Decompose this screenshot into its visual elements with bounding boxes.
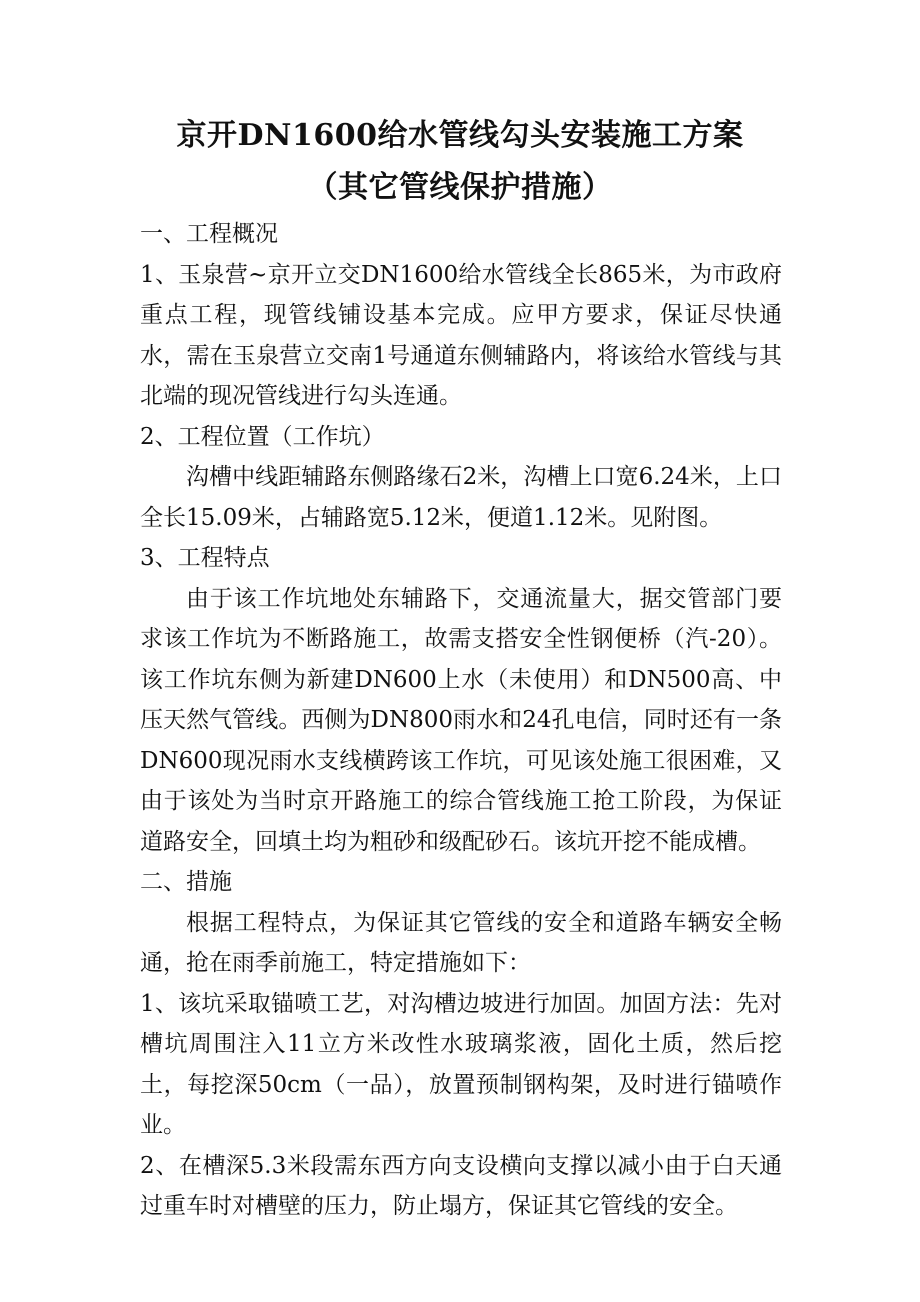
subheading-location: 2、工程位置（工作坑） (140, 423, 385, 450)
section-heading-overview: 一、工程概况 (140, 221, 278, 247)
document-body (140, 214, 782, 1227)
paragraph-features: 由于该工作坑地处东辅路下，交通流量大，据交管部门要求该工作坑为不断路施工，故需支搭安全性钢便桥（汽-20）。该工作坑东侧为新建DN600上水（未使用）和DN500高、中压天然气管线。西侧为DN800雨水和24孔电信，同时还有一条DN600现况雨水支线横跨该工作坑，可见该处施工很困难，又由于该处为当时京开路施工的综合管线施工抢工阶段，为保证道路安全，回填土均为粗砂和级配砂石。该坑开挖不能成槽。 (140, 585, 782, 855)
paragraph-location: 沟槽中线距辅路东侧路缘石2米，沟槽上口宽6.24米，上口全长15.09米，占辅路宽5.12米，便道1.12米。见附图。 (140, 464, 782, 531)
document-subtitle: （其它管线保护措施） (307, 170, 613, 205)
paragraph-measure-2: 2、在槽深5.3米段需东西方向支设横向支撑以减小由于白天通过重车时对槽壁的压力，防止塌方，保证其它管线的安全。 (140, 1152, 782, 1219)
paragraph-measures-intro: 根据工程特点，为保证其它管线的安全和道路车辆安全畅通，抢在雨季前施工，特定措施如下： (140, 909, 782, 976)
document-title: 京开DN1600给水管线勾头安装施工方案 (176, 118, 744, 153)
paragraph-overview-1: 1、玉泉营~京开立交DN1600给水管线全长865米，为市政府重点工程，现管线铺设基本完成。应甲方要求，保证尽快通水，需在玉泉营立交南1号通道东侧辅路内，将该给水管线与其北端的现况管线进行勾头连通。 (140, 261, 782, 409)
paragraph-measure-1: 1、该坑采取锚喷工艺，对沟槽边坡进行加固。加固方法：先对槽坑周围注入11立方米改性水玻璃浆液，固化土质，然后挖土，每挖深50cm（一品），放置预制钢构架，及时进行锚喷作业。 (140, 990, 782, 1138)
subheading-features: 3、工程特点 (140, 545, 270, 571)
section-heading-measures: 二、措施 (140, 869, 232, 895)
